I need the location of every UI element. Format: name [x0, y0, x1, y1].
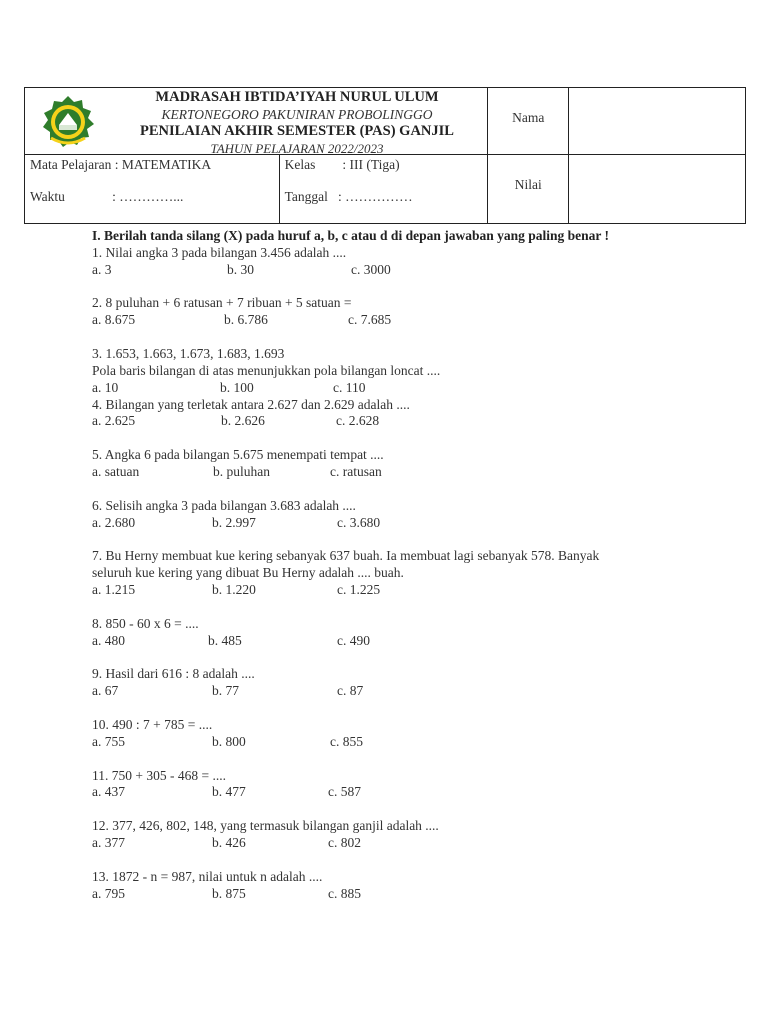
- header-table: [24, 87, 746, 224]
- options: [92, 262, 692, 279]
- option-b[interactable]: b. 426: [212, 834, 246, 850]
- question-text-2: seluruh kue kering yang dibuat Bu Herny adalah .... buah.: [92, 565, 404, 581]
- option-a[interactable]: a. 67: [92, 683, 119, 699]
- question-list: [92, 228, 692, 903]
- option-a[interactable]: a. 795: [92, 885, 125, 901]
- option-b[interactable]: b. puluhan: [213, 463, 270, 479]
- option-c[interactable]: c. 1.225: [337, 581, 381, 597]
- question-8: [92, 616, 692, 650]
- option-b[interactable]: b. 77: [212, 683, 239, 699]
- option-c[interactable]: c. 802: [328, 834, 361, 850]
- option-c[interactable]: c. 110: [333, 379, 366, 395]
- options: [92, 380, 692, 397]
- question-4: [92, 397, 692, 431]
- options: [92, 835, 692, 852]
- option-a[interactable]: a. 1.215: [92, 581, 136, 597]
- option-c[interactable]: c. 587: [328, 784, 361, 800]
- option-c[interactable]: c. 885: [328, 885, 361, 901]
- question-11: [92, 768, 692, 802]
- question-text: 5. Angka 6 pada bilangan 5.675 menempati tempat ....: [92, 447, 384, 463]
- kelas-line: Kelas : III (Tiga): [284, 157, 400, 173]
- option-b[interactable]: b. 485: [208, 632, 242, 648]
- school-logo: [37, 94, 99, 150]
- option-b[interactable]: b. 100: [220, 379, 254, 395]
- nama-label: Nama: [512, 110, 545, 125]
- subject-cell: [25, 155, 280, 224]
- question-text: 10. 490 : 7 + 785 = ....: [92, 716, 213, 732]
- nilai-label: Nilai: [514, 177, 542, 193]
- question-6: [92, 498, 692, 532]
- options: [92, 886, 692, 903]
- option-b[interactable]: b. 2.997: [212, 514, 256, 530]
- question-9: [92, 666, 692, 700]
- option-c[interactable]: c. 7.685: [348, 312, 392, 328]
- option-c[interactable]: c. 87: [337, 683, 364, 699]
- question-12: [92, 818, 692, 852]
- question-text: 8. 850 - 60 x 6 = ....: [92, 615, 199, 631]
- question-7: [92, 548, 692, 599]
- school-name: MADRASAH IBTIDA’IYAH NURUL ULUM: [155, 89, 439, 105]
- question-text: 12. 377, 426, 802, 148, yang termasuk bilangan ganjil adalah ....: [92, 818, 439, 834]
- waktu-line: Waktu : …………...: [30, 189, 184, 205]
- options: [92, 413, 692, 430]
- options: [92, 784, 692, 801]
- option-a[interactable]: a. 3: [92, 261, 112, 277]
- option-a[interactable]: a. 377: [92, 834, 125, 850]
- question-text: 13. 1872 - n = 987, nilai untuk n adalah ....: [92, 868, 323, 884]
- school-address: KERTONEGORO PAKUNIRAN PROBOLINGGO: [161, 107, 433, 122]
- option-a[interactable]: a. 2.625: [92, 413, 136, 429]
- option-c[interactable]: c. 3.680: [337, 514, 381, 530]
- option-b[interactable]: b. 477: [212, 784, 246, 800]
- exam-header: [24, 87, 746, 224]
- options: [92, 582, 692, 599]
- option-a[interactable]: a. 437: [92, 784, 125, 800]
- question-text: 11. 750 + 305 - 468 = ....: [92, 767, 226, 783]
- nilai-label-cell: [488, 155, 569, 224]
- option-c[interactable]: c. 855: [330, 733, 363, 749]
- option-a[interactable]: a. 10: [92, 379, 119, 395]
- option-b[interactable]: b. 800: [212, 733, 246, 749]
- subject-line: Mata Pelajaran : MATEMATIKA: [30, 157, 212, 173]
- school-info-cell: [25, 88, 488, 155]
- question-text-2: Pola baris bilangan di atas menunjukkan pola bilangan loncat ....: [92, 362, 441, 378]
- nama-label-cell: [488, 88, 569, 155]
- option-c[interactable]: c. ratusan: [330, 463, 382, 479]
- option-a[interactable]: a. 2.680: [92, 514, 136, 530]
- options: [92, 464, 692, 481]
- academic-year: TAHUN PELAJARAN 2022/2023: [210, 141, 384, 156]
- options: [92, 633, 692, 650]
- question-text: 2. 8 puluhan + 6 ratusan + 7 ribuan + 5 satuan =: [92, 295, 352, 311]
- question-text: 9. Hasil dari 616 : 8 adalah ....: [92, 666, 255, 682]
- nilai-field[interactable]: [569, 155, 746, 224]
- question-10: [92, 717, 692, 751]
- option-a[interactable]: a. satuan: [92, 463, 140, 479]
- class-cell: [279, 155, 488, 224]
- option-a[interactable]: a. 755: [92, 733, 125, 749]
- question-2: [92, 295, 692, 329]
- tanggal-line: Tanggal : ……………: [284, 189, 413, 205]
- option-c[interactable]: c. 3000: [351, 261, 391, 277]
- option-b[interactable]: b. 2.626: [221, 413, 265, 429]
- option-b[interactable]: b. 30: [227, 261, 254, 277]
- instruction: I. Berilah tanda silang (X) pada huruf a, b, c atau d di depan jawaban yang paling benar !: [92, 228, 609, 243]
- question-13: [92, 869, 692, 903]
- options: [92, 683, 692, 700]
- question-5: [92, 447, 692, 481]
- question-text: 4. Bilangan yang terletak antara 2.627 dan 2.629 adalah ....: [92, 396, 410, 412]
- nama-field[interactable]: [569, 88, 746, 155]
- question-text: 6. Selisih angka 3 pada bilangan 3.683 adalah ....: [92, 497, 356, 513]
- exam-title: PENILAIAN AKHIR SEMESTER (PAS) GANJIL: [140, 123, 454, 139]
- question-1: [92, 245, 692, 279]
- question-3: [92, 346, 692, 397]
- options: [92, 515, 692, 532]
- option-a[interactable]: a. 480: [92, 632, 125, 648]
- question-text: 3. 1.653, 1.663, 1.673, 1.683, 1.693: [92, 345, 285, 361]
- school-text: [119, 89, 475, 157]
- option-b[interactable]: b. 1.220: [212, 581, 256, 597]
- question-text: 7. Bu Herny membuat kue kering sebanyak 637 buah. Ia membuat lagi sebanyak 578. Banyak: [92, 548, 600, 564]
- option-b[interactable]: b. 875: [212, 885, 246, 901]
- question-text: 1. Nilai angka 3 pada bilangan 3.456 adalah ....: [92, 244, 347, 260]
- option-c[interactable]: c. 2.628: [336, 413, 380, 429]
- option-c[interactable]: c. 490: [337, 632, 370, 648]
- option-a[interactable]: a. 8.675: [92, 312, 136, 328]
- options: [92, 312, 692, 329]
- option-b[interactable]: b. 6.786: [224, 312, 268, 328]
- options: [92, 734, 692, 751]
